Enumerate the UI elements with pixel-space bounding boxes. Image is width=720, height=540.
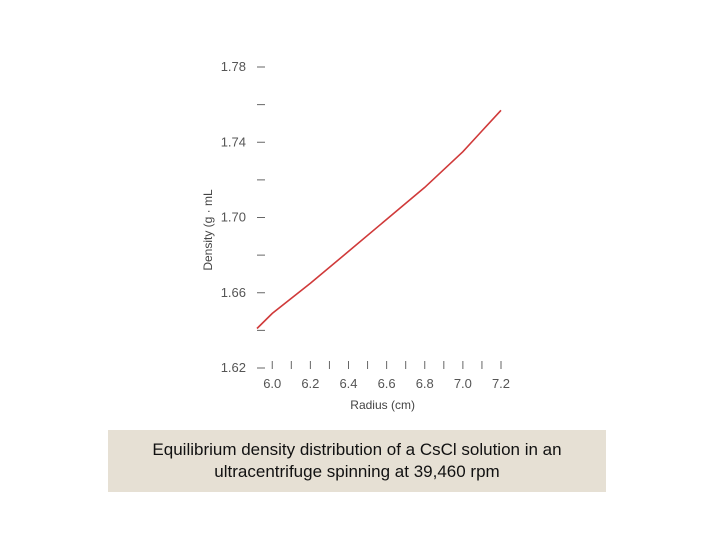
x-tick-label: 6.0 bbox=[263, 376, 282, 391]
caption: Equilibrium density distribution of a CsCl solution in an ultracentrifuge spinning at 39,460 rpm bbox=[152, 440, 562, 481]
y-tick-label: 1.70 bbox=[220, 209, 246, 225]
x-axis bbox=[263, 361, 510, 391]
density-series-line bbox=[257, 110, 501, 328]
x-tick-label: 7.2 bbox=[491, 376, 511, 391]
y-axis-title: Density (g · mL bbox=[201, 189, 215, 271]
y-tick-label: 1.74 bbox=[220, 134, 246, 150]
x-tick-label: 6.2 bbox=[301, 376, 320, 391]
x-tick-label: 7.0 bbox=[453, 376, 472, 391]
x-tick-label: 6.4 bbox=[339, 376, 358, 391]
caption-box bbox=[108, 430, 606, 492]
x-tick-label: 6.8 bbox=[415, 376, 434, 391]
y-tick-label: 1.66 bbox=[220, 284, 246, 300]
x-axis-title: Radius (cm) bbox=[350, 398, 415, 412]
x-tick-label: 6.6 bbox=[377, 376, 396, 391]
y-tick-label: 1.78 bbox=[220, 59, 246, 74]
y-tick-label: 1.62 bbox=[220, 360, 246, 375]
series-group bbox=[257, 110, 501, 328]
